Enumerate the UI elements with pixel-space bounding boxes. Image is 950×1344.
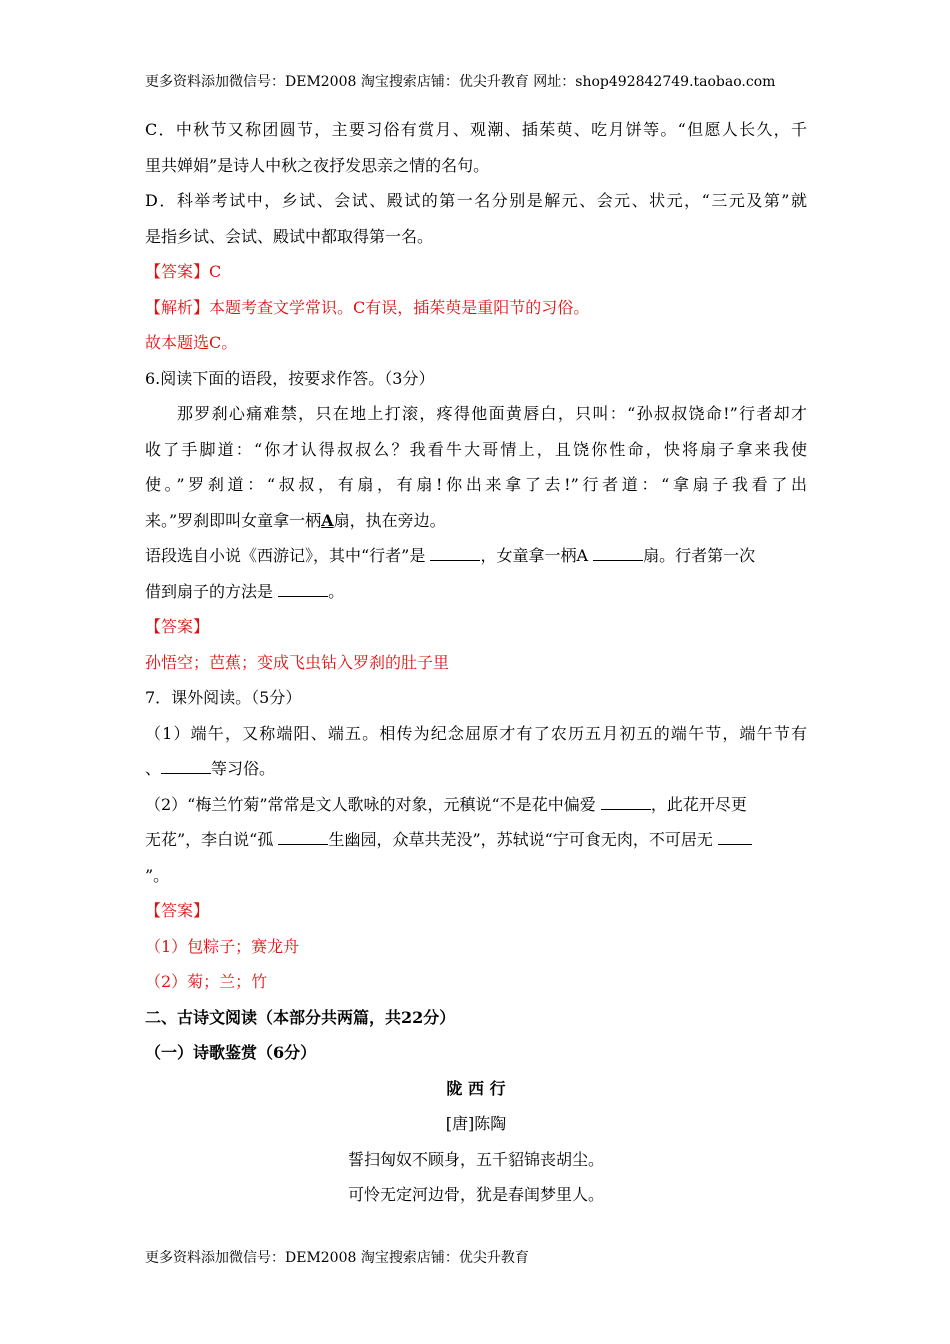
q7-sub2-line1 [145, 787, 807, 823]
poem-title: 陇 西 行 [446, 1078, 506, 1098]
page-footer: 更多资料添加微信号：DEM2008 淘宝搜索店铺：优尖升教育 [145, 1250, 529, 1266]
q7-text: ，此花开尽更 [650, 794, 747, 814]
q5-analysis: 【解析】本题考查文学常识。C有误，插茱萸是重阳节的习俗。 [145, 297, 590, 317]
q7-sub2-line2 [145, 822, 807, 858]
section2-subtitle: （一）诗歌鉴赏（6分） [145, 1043, 317, 1062]
answer-blank [278, 578, 328, 597]
q6-mark-a: A [321, 510, 334, 530]
q5-answer: 【答案】C [145, 262, 222, 281]
section2-title: 二、古诗文阅读（本部分共两篇，共22分） [145, 1007, 456, 1027]
q7-title: 7．课外阅读。（5分） [145, 688, 302, 707]
q6-passage-line4 [145, 503, 807, 539]
q7-sub2-line3: ”。 [145, 865, 170, 885]
q5-option-d-line2: 是指乡试、会试、殿试中都取得第一名。 [145, 226, 434, 246]
q7-text: 生幽园，众草共芜没”，苏轼说“宁可食无肉，不可居无 [328, 830, 713, 849]
q6-question-line1 [145, 538, 807, 574]
poem-author: [唐]陈陶 [445, 1114, 507, 1133]
answer-blank [430, 542, 480, 561]
answer-blank [161, 755, 211, 774]
q6-passage-line2: 收了手脚道：“你才认得叔叔么？我看牛大哥情上，且饶你性命，快将扇子拿来我使 [145, 439, 807, 459]
q5-option-d-line1: D．科举考试中，乡试、会试、殿试的第一名分别是解元、会元、状元，“三元及第”就 [145, 191, 807, 210]
answer-blank [278, 826, 328, 845]
poem-line1: 誓扫匈奴不顾身，五千貂锦丧胡尘。 [347, 1149, 604, 1169]
q6-title: 6.阅读下面的语段，按要求作答。（3分） [145, 368, 435, 388]
q5-conclusion: 故本题选C。 [145, 333, 238, 352]
q6-passage-text: 扇，执在旁边。 [333, 510, 446, 530]
q7-text: 、 [145, 759, 162, 778]
q7-text: 无花”，李白说“孤 [145, 830, 274, 849]
poem-line2: 可怜无定河边骨，犹是春闺梦里人。 [347, 1185, 604, 1204]
q7-text: （2）“梅兰竹菊”常常是文人歌咏的对象，元稹说“不是花中偏爱 [145, 794, 596, 814]
q7-answer-label: 【答案】 [145, 901, 210, 920]
q6-passage-line1: 那罗刹心痛难禁，只在地上打滚，疼得他面黄唇白，只叫：“孙叔叔饶命!”行者却才 [177, 404, 807, 423]
answer-blank [593, 542, 643, 561]
answer-blank [718, 826, 752, 845]
page-header: 更多资料添加微信号：DEM2008 淘宝搜索店铺：优尖升教育 网址：shop492842749.taobao.com [145, 74, 776, 90]
q6-question-line2 [145, 574, 807, 610]
document-body [145, 112, 807, 1213]
q5-option-c-line2: 里共婵娟”是诗人中秋之夜抒发思亲之情的名句。 [145, 155, 490, 175]
q7-sub1-line2 [145, 751, 807, 787]
q6-question-text: 扇。行者第一次 [643, 546, 756, 565]
q6-question-text: 借到扇子的方法是 [145, 581, 274, 601]
q6-passage-text: 来。”罗刹即叫女童拿一柄 [145, 510, 322, 530]
q7-sub1-line1: （1）端午，又称端阳、端五。相传为纪念屈原才有了农历五月初五的端午节，端午节有 [145, 723, 807, 743]
q5-option-c-line1: C．中秋节又称团圆节，主要习俗有赏月、观潮、插茱萸、吃月饼等。“但愿人长久，千 [145, 120, 807, 139]
q6-question-text: ，女童拿一柄A [480, 546, 589, 565]
q6-question-text: 语段选自小说《西游记》，其中“行者”是 [145, 546, 426, 565]
q6-passage-line3: 使。”罗刹道：“叔叔，有扇，有扇!你出来拿了去!”行者道：“拿扇子我看了出 [145, 475, 807, 494]
q6-answer: 孙悟空；芭蕉；变成飞虫钻入罗刹的肚子里 [145, 652, 450, 672]
q6-question-text: 。 [328, 581, 345, 601]
q6-answer-label: 【答案】 [145, 617, 210, 636]
q7-answer1: （1）包粽子；赛龙舟 [145, 936, 300, 956]
answer-blank [601, 791, 651, 810]
q7-text: 等习俗。 [211, 759, 276, 778]
q7-answer2: （2）菊；兰；竹 [145, 972, 268, 991]
